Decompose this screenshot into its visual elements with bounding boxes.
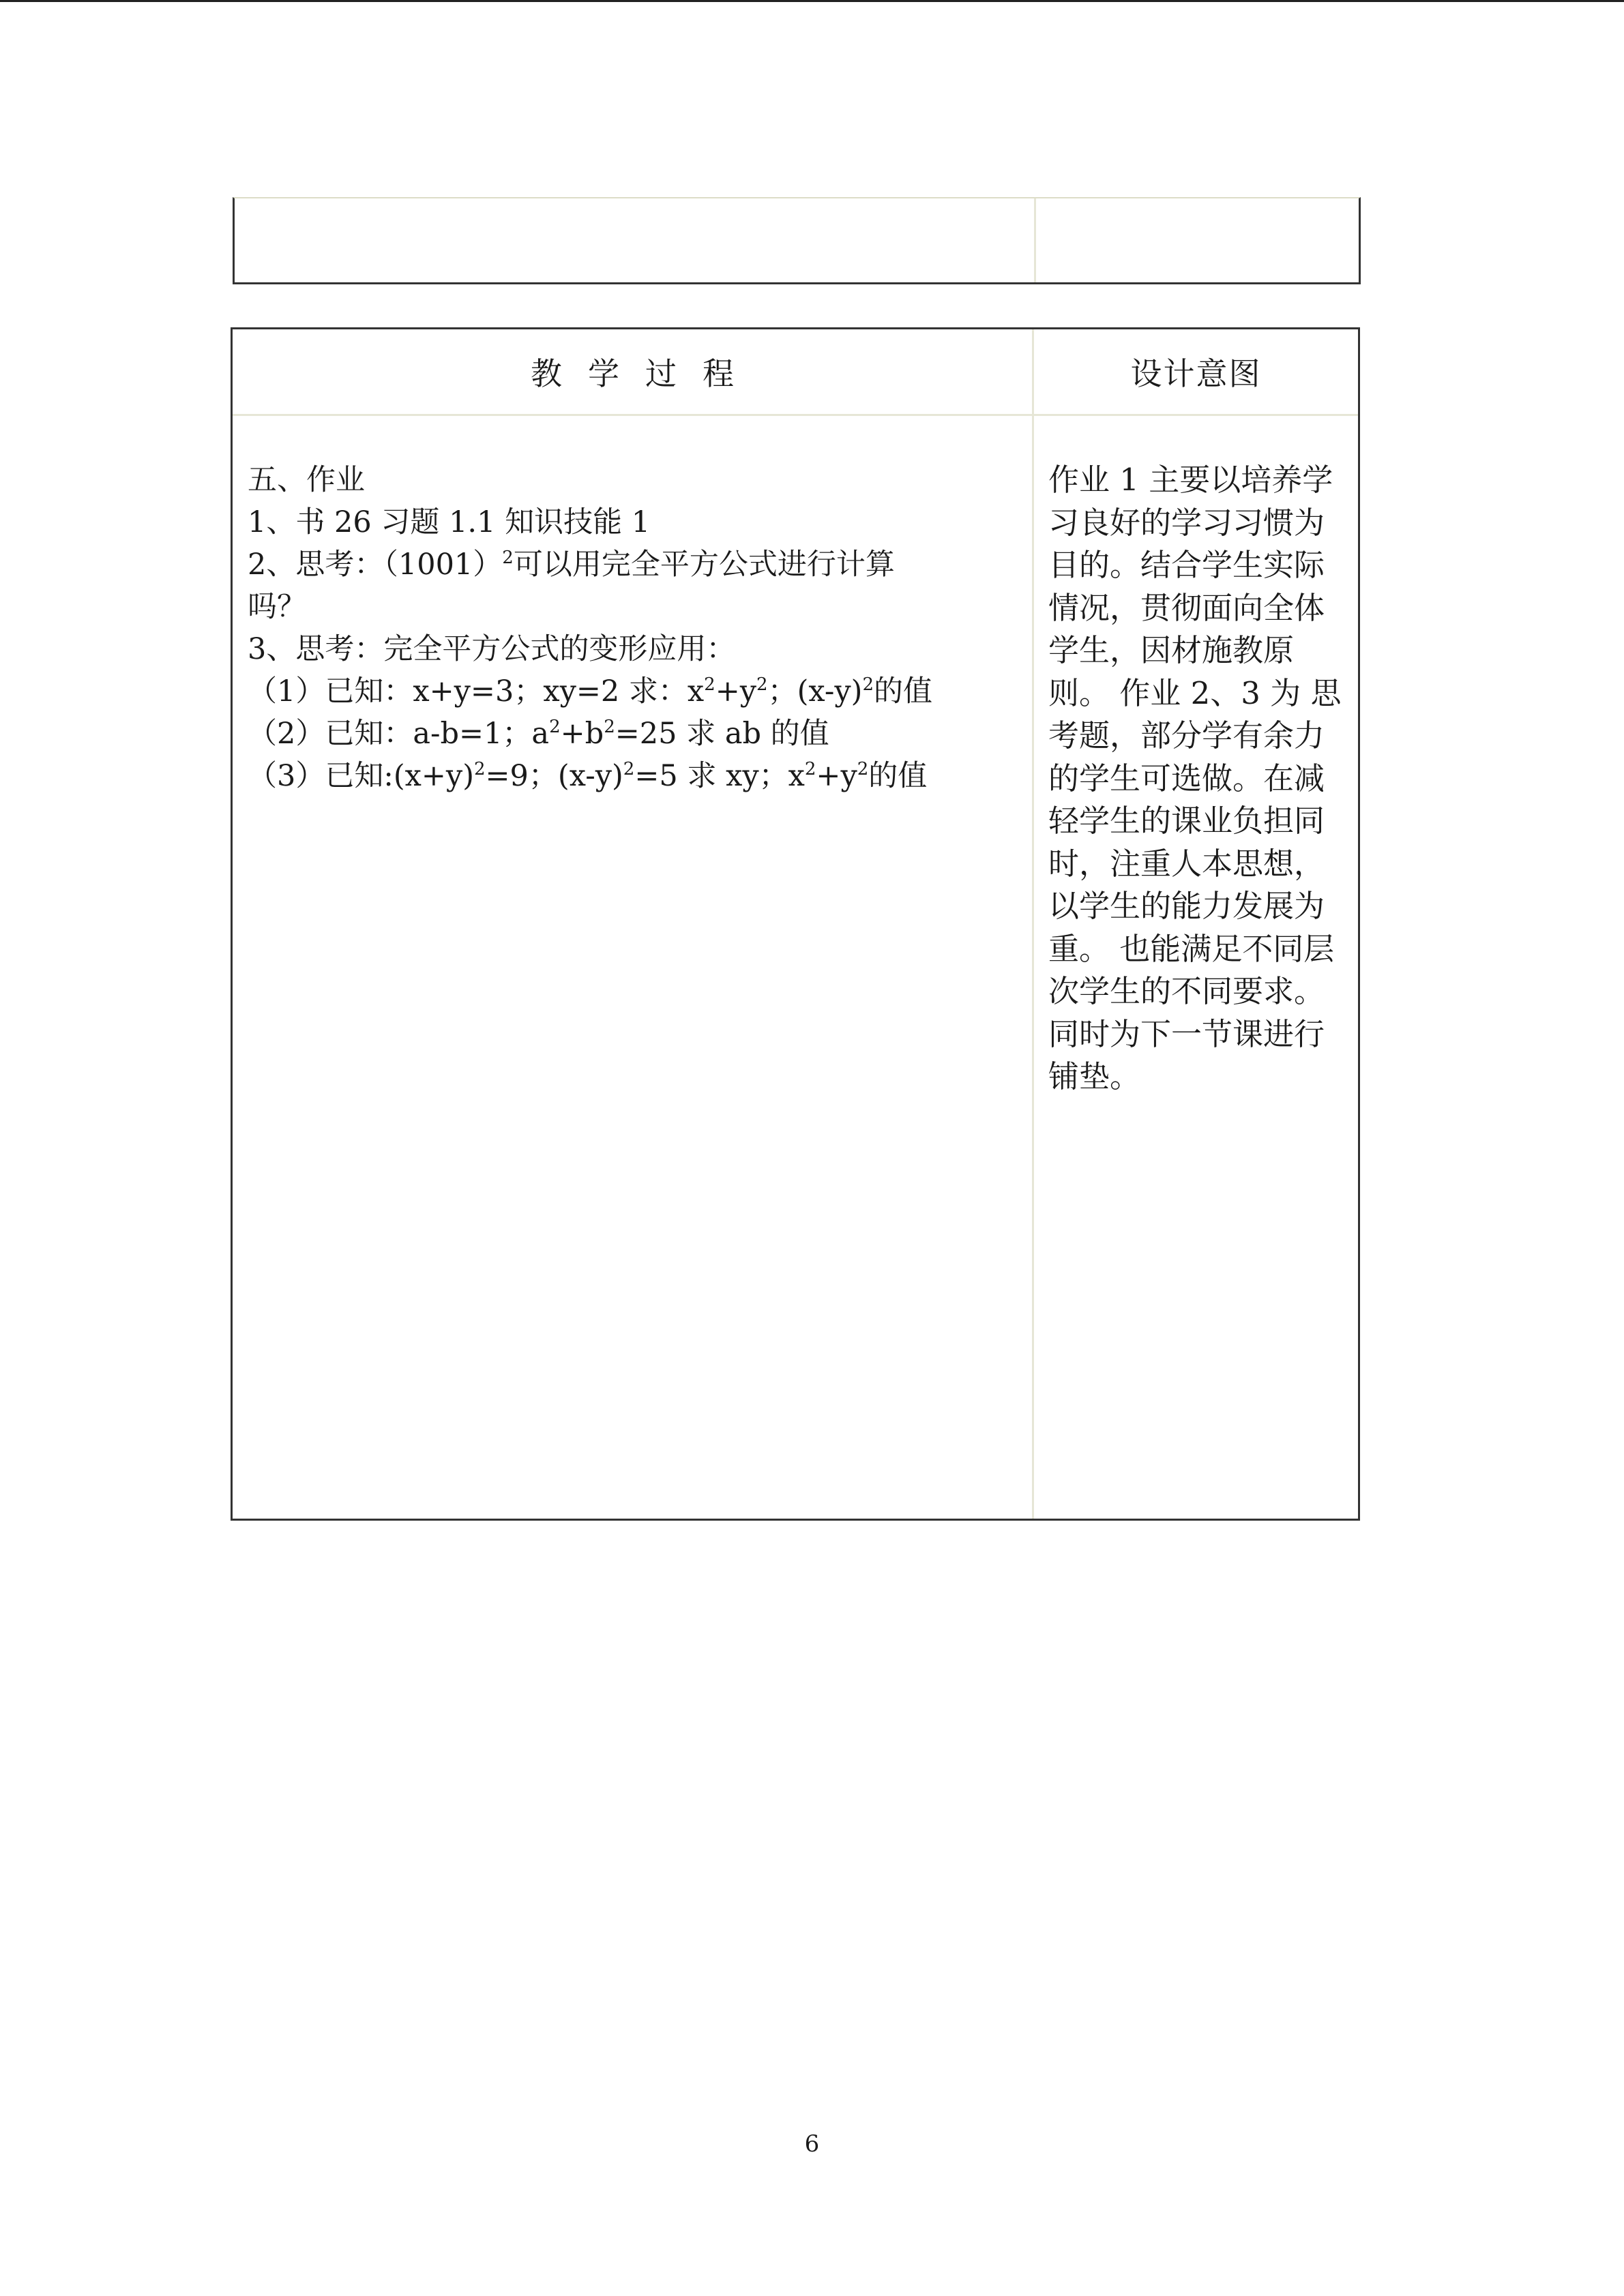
homework-section-title: 五、作业 (248, 463, 365, 497)
design-intent-cell: 作业 1 主要以培养学习良好的学习习惯为目的。结合学生实际情况，贯彻面向全体学生，因材施教原则。 作业 2、3 为 思考题，部分学有余力的学生可选做。在减轻学生的课业负担同时，注重人本思想，以学生的能力发展为重。 也能满足不同层次学生的不同要求。同时为下一节课进行铺垫。 (1048, 462, 1342, 1094)
header-design-intent: 设计意图 (1130, 355, 1262, 392)
page-number: 6 (804, 2130, 820, 2158)
continuation-table-divider (1034, 198, 1036, 282)
homework-item-2: 2、思考：$(1001)^2$可以用完全平方公式进行计算 (248, 548, 895, 582)
homework-item-1: 1、书 26 习题 1.1 知识技能 1 (248, 505, 651, 539)
homework-item-2-continued: 吗？ (248, 590, 306, 624)
header-divider (233, 414, 1358, 416)
header-teaching-process: 教学过程 (531, 355, 760, 392)
continuation-table (233, 197, 1361, 284)
homework-sub-question-2: （2）已知：a-b=1；$a^2+b^2=25$ 求 ab 的值 (248, 717, 829, 751)
page-top-border (0, 0, 1624, 2)
column-divider (1032, 329, 1034, 1519)
homework-sub-question-3: （3）已知$:(x+y)^2=9$；$(x-y)^2=5$ 求 xy；$x^2+y^2$的值 (248, 759, 928, 793)
teaching-process-cell (248, 459, 1018, 797)
homework-item-3: 3、思考：完全平方公式的变形应用： (248, 632, 736, 666)
homework-sub-question-1: （1）已知：x+y=3；xy=2 求：$x^2+y^2$；$(x-y)^2$的值 (248, 674, 933, 709)
lesson-plan-table (231, 327, 1360, 1521)
